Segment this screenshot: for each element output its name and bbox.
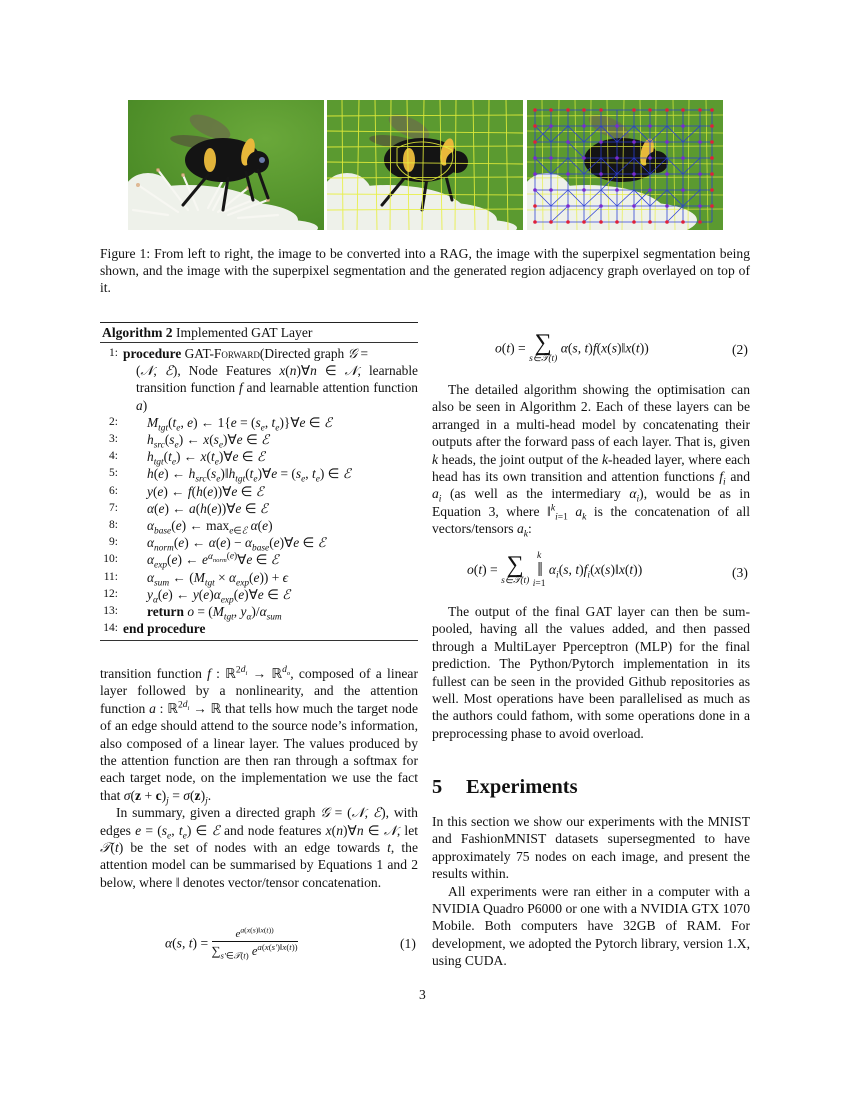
line-number: 2: (109, 415, 118, 428)
paragraph-sum-pooled: The output of the final GAT layer can then be sum-pooled, having all the values added, and then passed through a MultiLayer Pperceptron (MLP) for the final prediction. The Python/Pytorch implementation in its fullest can be seen in the provided Github repositories as well. Most operations have been parallelised as much as the authors could fathom, with some operations done in a preprocessing phase to avoid overload. (432, 604, 750, 741)
right-column-experiments (432, 813, 750, 970)
algorithm-line-2: 2: $M_{tgt}(t_e$, e) ← $1\{e = (s_e$, $t_e)\}\forall e$ ∈ ℰ (100, 414, 418, 431)
algorithm-line-3: 3: $h_{src}(s_e)$ ← $x(s_e)\forall e$ ∈ ℰ (100, 431, 418, 448)
line-number: 1: (109, 347, 118, 359)
algorithm-caption (100, 323, 418, 342)
line-number: 14: (103, 622, 118, 635)
equation-2: o(t) = ∑ s∈𝒯(t) α(s, t)f(x(s)‖x(t)) (495, 330, 649, 364)
rag-photo (527, 100, 723, 230)
line-number: 13: (103, 605, 118, 618)
section-heading (432, 776, 578, 799)
algorithm-line-8: 8: $\alpha_{base}(e)$ ← $\max_{e\in ℰ} \alpha(e)$ (100, 517, 418, 534)
right-column-paragraph-1: The detailed algorithm showing the optimisation can also be seen in Algorithm 2. Each of these layers can be arranged in a multi-head model by concatenating their outputs after the forward pass of each layer. That is, given k heads, the joint output of the k-headed layer, where each head has its own transition and attention functions $f_i$ and $a_i$ (as well as the intermediary $\alpha_i$), would be as in Equation 3, where ‖$^k_{i=1}$ $a_k$ is the concatenation of all vectors/tensors $a_k$: (432, 382, 751, 540)
paragraph-summary: In summary, given a directed graph 𝒢 = (𝒩, ℰ), with edges $e = (s_e$, $t_e$) ∈ ℰ and node features x(n)∀n ∈ 𝒩, let 𝒯(t) be the set of nodes with an edge towards t, the attention model can be summarised by Equations 1 and 2 below, where ‖ denotes vector/tensor concatenation. (100, 805, 419, 890)
algorithm-line-10: 10: $\alpha_{exp}(e)$ ← $e^{\alpha_{norm}(e)}\forall e$ ∈ ℰ (100, 551, 418, 568)
algorithm-line-5: 5: h(e) ← $h_{src}(s_e)‖h_{tgt}(t_e)\forall e = (s_e$, $t_e$) ∈ ℰ (100, 465, 418, 482)
algorithm-bottom-rule (100, 640, 418, 641)
section-number: 5 (432, 776, 443, 798)
equation-1: α(s, t) = $\frac{e^{a(x(s)‖x(t))}}{\sum_{s'\in 𝒯(t)} e^{a(x(s')‖x(t))}}$ (165, 925, 298, 961)
equation-3-number: (3) (732, 565, 748, 580)
algorithm-line-6: 6: y(e) ← f(h(e))∀e ∈ ℰ (100, 483, 418, 500)
algorithm-line-13: 13: return $o = (M_{tgt}$, $y_\alpha)/\alpha_{sum}$ (100, 603, 418, 620)
algorithm-box (100, 322, 418, 641)
line-number: 7: (109, 501, 118, 514)
line-text: procedure GAT-Forward(Directed graph 𝒢 = (123, 346, 369, 361)
line-number: 5: (109, 467, 118, 480)
end-procedure-keyword: end procedure (123, 621, 206, 637)
equation-1-number: (1) (400, 936, 416, 951)
line-number: 8: (109, 519, 118, 532)
figure-caption: Figure 1: From left to right, the image to be converted into a RAG, the image with the superpixel segmentation being shown, and the image with the superpixel segmentation and the generated region adjacency graph overlayed on top of it. (100, 246, 750, 296)
return-keyword: return (147, 604, 184, 620)
line-number: 12: (103, 587, 118, 600)
algorithm-line-12: 12: $y_\alpha(e)$ ← $y(e)\alpha_{exp}(e)\forall e$ ∈ ℰ (100, 586, 418, 603)
algorithm-mid-rule (100, 342, 418, 343)
paragraph-transition-function: transition function f : ℝ$^{2d_i}$ → ℝ$^{d_o}$, composed of a linear layer followed by a nonlinearity, and the attention function a : ℝ$^{2d_i}$ → ℝ that tells how much the target node of an edge should attend to the source node’s information, also composed of a linear layer. The values produced by the attention function are then ran through a softmax for each target node, on the implementation we use the fact that $\sigma(z + c)_j = \sigma(z)_j$. (100, 665, 419, 807)
algorithm-line-7: 7: α(e) ← a(h(e))∀e ∈ ℰ (100, 500, 418, 517)
algorithm-line-14 (100, 620, 418, 637)
figure-superpixel-image (327, 100, 523, 230)
line-number: 3: (109, 433, 118, 446)
algorithm-label: Algorithm 2 (102, 325, 173, 340)
paragraph-hardware: All experiments were ran either in a computer with a NVIDIA Quadro P6000 or one with a NVIDIA GTX 1070 Mobile. Both computers have 32GB of RAM. For development, we adopted the Pytorch library, version 1.X, using CUDA. (432, 883, 750, 969)
bee-photo (128, 100, 324, 230)
equation-2-number: (2) (732, 342, 748, 357)
line-number: 4: (109, 450, 118, 463)
line-number: 9: (109, 536, 118, 549)
algorithm-line-9: 9: $\alpha_{norm}(e)$ ← $\alpha(e) - \alpha_{base}(e)\forall e$ ∈ ℰ (100, 534, 418, 551)
figure-rag-image (527, 100, 723, 230)
line-number: 10: (103, 553, 118, 566)
algorithm-title: Implemented GAT Layer (176, 325, 313, 340)
procedure-keyword: procedure (123, 346, 182, 361)
right-column-paragraph-2 (432, 603, 750, 742)
paragraph-experiments-intro: In this section we show our experiments with the MNIST and FashionMNIST datasets supersegmented to have approximately 75 nodes on each image, and present the results within. (432, 814, 750, 882)
figure-original-image (128, 100, 324, 230)
superpixel-photo (327, 100, 523, 230)
algorithm-line-1: 1: procedure GAT-Forward(Directed graph 𝒢 = (𝒩, ℰ), Node Features x(n)∀n ∈ 𝒩, learnable transition function f and learnable attention function a) (100, 345, 418, 414)
equation-3: o(t) = ∑ s∈𝒯(t) k ‖ i=1 $\alpha_i(s$, $t)f_i(x(s)‖x(t))$ (467, 551, 643, 589)
left-column-body (100, 665, 418, 891)
equation-1-fraction: $\frac{e^{a(x(s)‖x(t))}}{\sum_{s'\in 𝒯(t)} e^{a(x(s')‖x(t))}}$ (211, 925, 298, 961)
algorithm-line-11: 11: $\alpha_{sum}$ ← $(M_{tgt} \times \alpha_{exp}(e)) + \epsilon$ (100, 569, 418, 586)
line-number: 6: (109, 484, 118, 497)
section-title: Experiments (466, 776, 578, 798)
algorithm-line-4: 4: $h_{tgt}(t_e)$ ← $x(t_e)\forall e$ ∈ ℰ (100, 448, 418, 465)
line-number: 11: (103, 570, 118, 583)
page-number: 3 (419, 987, 426, 1002)
